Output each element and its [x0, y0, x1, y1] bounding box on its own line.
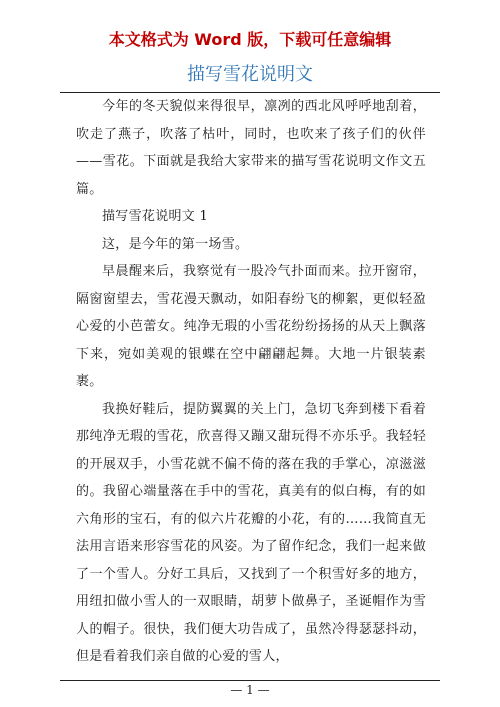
body-paragraph: 我换好鞋后，提防翼翼的关上门，急切飞奔到楼下看着那纯净无瑕的雪花，欣喜得又蹦又甜玩得不亦乐乎。我轻轻的开展双手，小雪花就不偏不倚的落在我的手掌心，凉滋滋的。我留心端量落在手中的雪花，真美有的似白梅，有的如六角形的宝石，有的似六片花瓣的小花，有的……我简直无法用言语来形容雪花的风姿。为了留作纪念，我们一起来做了一个雪人。分好工具后，又找到了一个积雪好多的地方，用纽扣做小雪人的一双眼睛，胡萝卜做鼻子，圣诞帽作为雪人的帽子。很快，我们便大功告成了，虽然冷得瑟瑟抖动，但是看着我们亲自做的心爱的雪人，	[76, 401, 426, 664]
section-heading: 描写雪花说明文 1	[102, 209, 209, 224]
document-title: 描写雪花说明文	[187, 64, 313, 85]
footer-divider	[60, 680, 440, 681]
intro-paragraph: 今年的冬天貌似来得很早，凛冽的西北风呼呼地刮着，吹走了燕子，吹落了枯叶，同时，也吹来了孩子们的伙伴——雪花。下面就是我给大家带来的描写雪花说明文作文五篇。	[76, 99, 426, 197]
page-number: — 1 —	[230, 683, 270, 697]
document-banner: 本文格式为 Word 版，下载可任意编辑	[108, 30, 392, 49]
body-paragraph: 这，是今年的第一场雪。	[102, 236, 249, 252]
body-paragraph: 早晨醒来后，我察觉有一股冷气扑面而来。拉开窗帘，隔窗窗望去，雪花漫天飘动，如阳春纷飞的柳絮，更似轻盈心爱的小芭蕾女。纯净无瑕的小雪花纷纷扬扬的从天上飘落下来，宛如美观的银蝶在空中翩翩起舞。大地一片银装素裹。	[76, 264, 426, 389]
document-body	[76, 93, 426, 671]
